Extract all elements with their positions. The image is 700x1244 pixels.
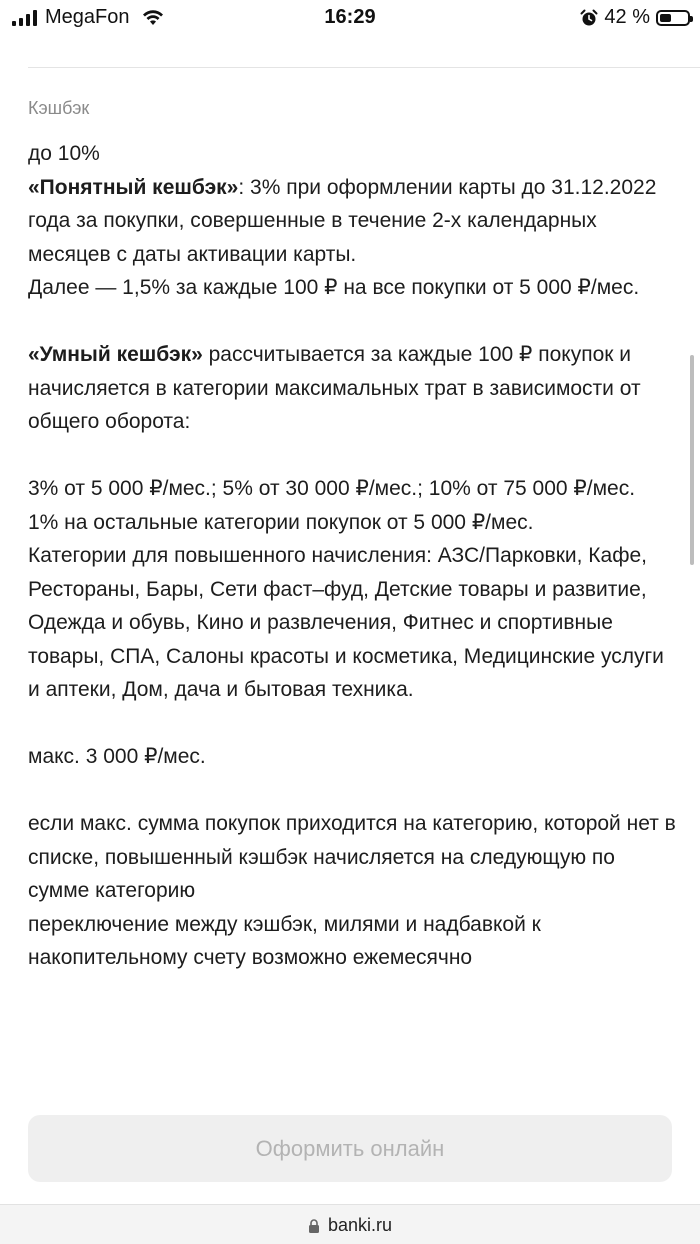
- clear-cashback-title: «Понятный кешбэк»: [28, 175, 239, 199]
- status-time: 16:29: [324, 6, 376, 28]
- cashback-description: [28, 137, 678, 975]
- further-rate-paragraph: Далее — 1,5% за каждые 100 ₽ на все покупки от 5 000 ₽/мес.: [28, 276, 640, 299]
- bonus-categories-paragraph: Категории для повышенного начисления: АЗС/Парковки, Кафе, Рестораны, Бары, Сети фаст–фуд, Детские товары и развитие, Одежда и обувь, Кино и развлечения, Фитнес и спортивные товары, СПА, Салоны красоты и косметика, Медицинские услуги и аптеки, Дом, дача и бытовая техника.: [28, 544, 664, 701]
- battery-percent: 42 %: [604, 6, 650, 28]
- smart-cashback-text: рассчитывается за каждые 100 ₽ покупок и начисляется в категории максимальных трат в зависимости от общего оборота:: [28, 343, 641, 433]
- browser-address-bar[interactable]: [0, 1204, 700, 1244]
- smart-cashback-title: «Умный кешбэк»: [28, 343, 203, 366]
- smart-cashback-paragraph: [28, 338, 678, 439]
- status-right: [580, 6, 690, 29]
- category-rule-paragraph: если макс. сумма покупок приходится на категорию, которой нет в списке, повышенный кэшбэк начисляется на следующую по сумме категорию: [28, 812, 676, 902]
- apply-online-button[interactable]: Оформить онлайн: [28, 1115, 672, 1182]
- url-display[interactable]: [0, 1215, 700, 1236]
- section-divider: [28, 67, 700, 68]
- max-cashback-paragraph: макс. 3 000 ₽/мес.: [28, 745, 206, 768]
- section-label: Кэшбэк: [28, 98, 90, 118]
- url-text: banki.ru: [327, 1215, 393, 1235]
- scrollbar[interactable]: [690, 355, 694, 565]
- clear-cashback-text: : 3% при оформлении карты до 31.12.2022 года за покупки, совершенные в течение 2-х календарных месяцев с даты активации карты.: [28, 175, 657, 266]
- other-categories-paragraph: 1% на остальные категории покупок от 5 000 ₽/мес.: [28, 510, 534, 534]
- alarm-clock-icon: [580, 9, 598, 27]
- status-bar: [0, 0, 700, 36]
- switch-rule-paragraph: переключение между кэшбэк, милями и надбавкой к накопительному счету возможно ежемесячно: [28, 912, 541, 969]
- lock-icon: [308, 1219, 320, 1233]
- clear-cashback-paragraph: [28, 171, 678, 272]
- battery-icon: [656, 10, 690, 26]
- cashback-max: до 10%: [28, 142, 100, 165]
- tier-rates-paragraph: 3% от 5 000 ₽/мес.; 5% от 30 000 ₽/мес.; 10% от 75 000 ₽/мес.: [28, 477, 636, 500]
- carrier-name: MegaFon: [45, 6, 130, 28]
